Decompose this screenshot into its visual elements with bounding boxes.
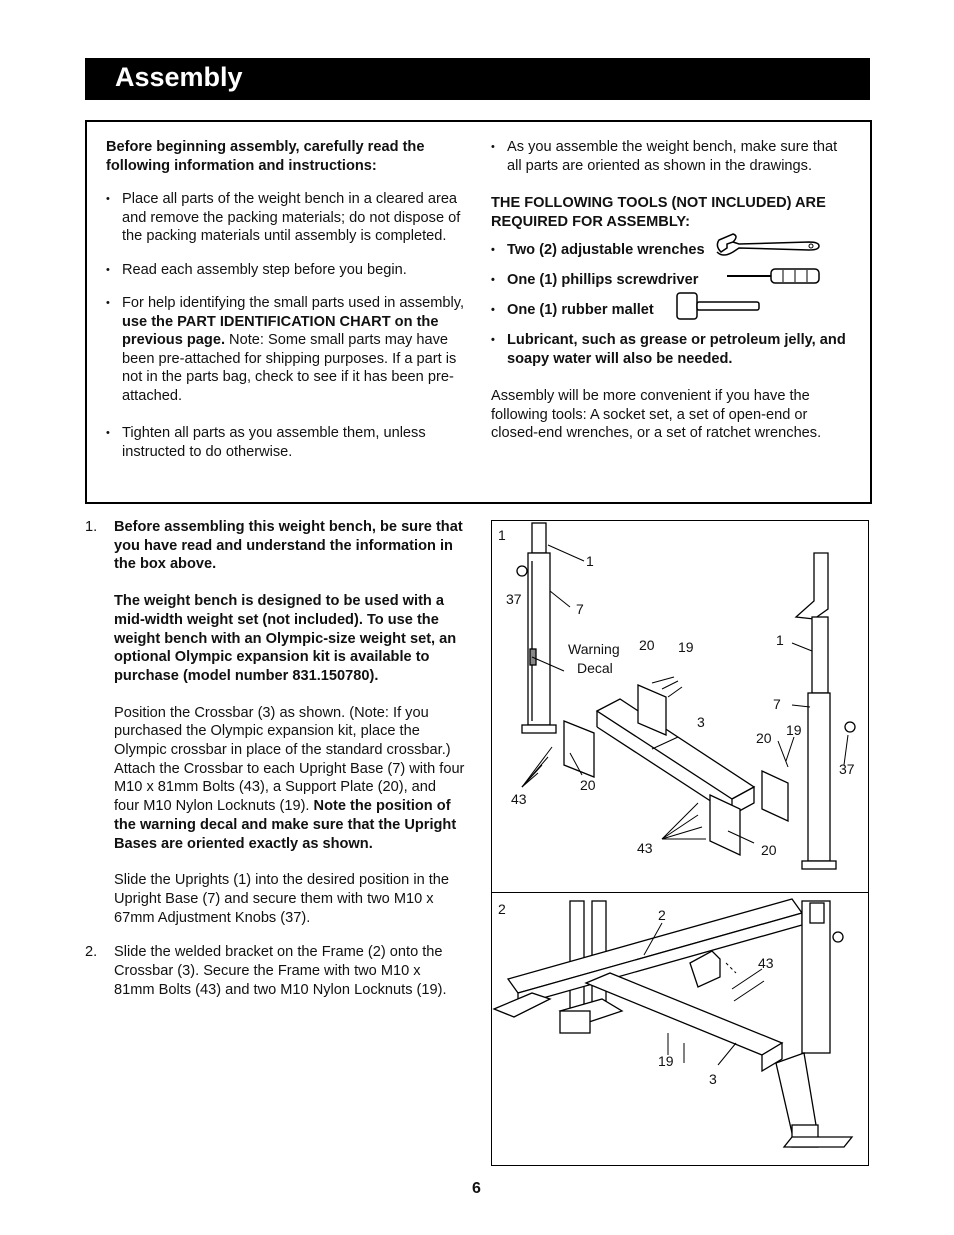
- figure-2-label: 2: [498, 901, 506, 917]
- intro-text: Before beginning assembly, carefully read the following information and instructions:: [106, 139, 425, 174]
- step-2-number: 2.: [85, 944, 98, 961]
- bullet-part-chart-b: use the PART IDENTIFICATION CHART on the previous page.: [122, 313, 439, 348]
- callout-43-fig2: 43: [758, 955, 774, 971]
- figure-2: [491, 892, 869, 1166]
- callout-37-right: 37: [839, 761, 855, 777]
- step-1-p1: Before assembling this weight bench, be sure that you have read and understand the information in the box above.: [114, 519, 463, 573]
- figure-1-drawing: [492, 521, 868, 893]
- phillips-screwdriver-icon: [725, 266, 825, 286]
- bullet-cleared-area: • Place all parts of the weight bench in a cleared area and remove the packing materials; do not dispose of the packing materials until assembly is completed.: [106, 190, 466, 246]
- callout-1: 1: [586, 553, 594, 569]
- instructions-left-column: [106, 138, 466, 461]
- callout-20-right: 20: [756, 730, 772, 746]
- callout-7: 7: [576, 601, 584, 617]
- callout-20: 20: [639, 637, 655, 653]
- tool-wrenches-label: Two (2) adjustable wrenches: [507, 242, 705, 258]
- rubber-mallet-icon: [675, 291, 765, 321]
- step-2-p1: Slide the welded bracket on the Frame (2) onto the Crossbar (3). Secure the Frame with two M10 x 81mm Bolts (43) and two M10 Nylon Locknuts (19).: [114, 944, 447, 998]
- convenience-note: Assembly will be more convenient if you have the following tools: A socket set, a set of open-end or closed-end wrenches, or a set of ratchet wrenches.: [491, 388, 822, 441]
- callout-20-bottom: 20: [761, 842, 777, 858]
- callout-20-left: 20: [580, 777, 596, 793]
- callout-19-right: 19: [786, 722, 802, 738]
- figure-1: [491, 520, 869, 894]
- callout-3: 3: [697, 714, 705, 730]
- tool-mallet: [491, 301, 851, 331]
- callout-2: 2: [658, 907, 666, 923]
- step-1-p4: Slide the Uprights (1) into the desired position in the Upright Base (7) and secure them with two M10 x 67mm Adjustment Knobs (37).: [114, 872, 450, 926]
- callout-19-fig2: 19: [658, 1053, 674, 1069]
- callout-37: 37: [506, 591, 522, 607]
- callout-7-right: 7: [773, 696, 781, 712]
- callout-warning: Warning: [568, 641, 620, 657]
- step-2: [85, 943, 465, 999]
- step-1-p3-b: Note the position of the warning decal and make sure that the Upright Bases are oriented exactly as shown.: [114, 798, 457, 852]
- step-1: [85, 518, 465, 927]
- page-number: 6: [472, 1180, 481, 1197]
- header-bar: [85, 58, 870, 100]
- assembly-steps: [85, 518, 465, 1017]
- bullet-orientation: • As you assemble the weight bench, make sure that all parts are oriented as shown in the drawings.: [491, 138, 851, 175]
- step-1-number: 1.: [85, 519, 98, 535]
- bullet-part-chart-c: Note: Some small parts may have been pre-attached for shipping purposes. If a part is not in the parts bag, check to see if it has been pre-attached.: [122, 332, 457, 404]
- tool-screwdriver: [491, 271, 851, 301]
- bullet-part-chart: [106, 294, 466, 405]
- callout-decal: Decal: [577, 660, 613, 676]
- tools-heading: THE FOLLOWING TOOLS (NOT INCLUDED) ARE REQUIRED FOR ASSEMBLY:: [491, 195, 826, 230]
- instructions-right-column: [491, 138, 851, 443]
- figure-1-label: 1: [498, 527, 506, 543]
- tool-screwdriver-label: One (1) phillips screwdriver: [507, 272, 699, 288]
- bullet-read-steps: • Read each assembly step before you begin.: [106, 261, 466, 280]
- callout-3-fig2: 3: [709, 1071, 717, 1087]
- tool-mallet-label: One (1) rubber mallet: [507, 302, 654, 318]
- callout-43-bottom: 43: [637, 840, 653, 856]
- callout-19: 19: [678, 639, 694, 655]
- adjustable-wrench-icon: [713, 232, 823, 260]
- instructions-box: [85, 120, 872, 504]
- step-1-p3-a: Position the Crossbar (3) as shown. (Note: If you purchased the Olympic expansion kit, place the Olympic crossbar in place of the standard crossbar.) Attach the Crossbar to each Upright Base (7) with four M10 x 81mm Bolts (43), a Support Plate (20), and four M10 Nylon Locknuts (19).: [114, 704, 465, 815]
- step-1-p2: The weight bench is designed to be used with a mid-width weight set (not included). To use the weight bench with an Olympic-size weight set, an optional Olympic expansion kit is available to purchase (model number 831.150780).: [114, 593, 457, 684]
- figure-2-drawing: [492, 893, 868, 1165]
- bullet-part-chart-a: For help identifying the small parts used in assembly,: [122, 295, 465, 311]
- callout-1-right: 1: [776, 632, 784, 648]
- bullet-tighten: • Tighten all parts as you assemble them, unless instructed to do otherwise.: [106, 424, 466, 461]
- bullet-lubricant: • Lubricant, such as grease or petroleum jelly, and soapy water will also be needed.: [491, 331, 851, 368]
- callout-43: 43: [511, 791, 527, 807]
- page-title: Assembly: [115, 62, 243, 92]
- step-1-p3: [114, 704, 465, 854]
